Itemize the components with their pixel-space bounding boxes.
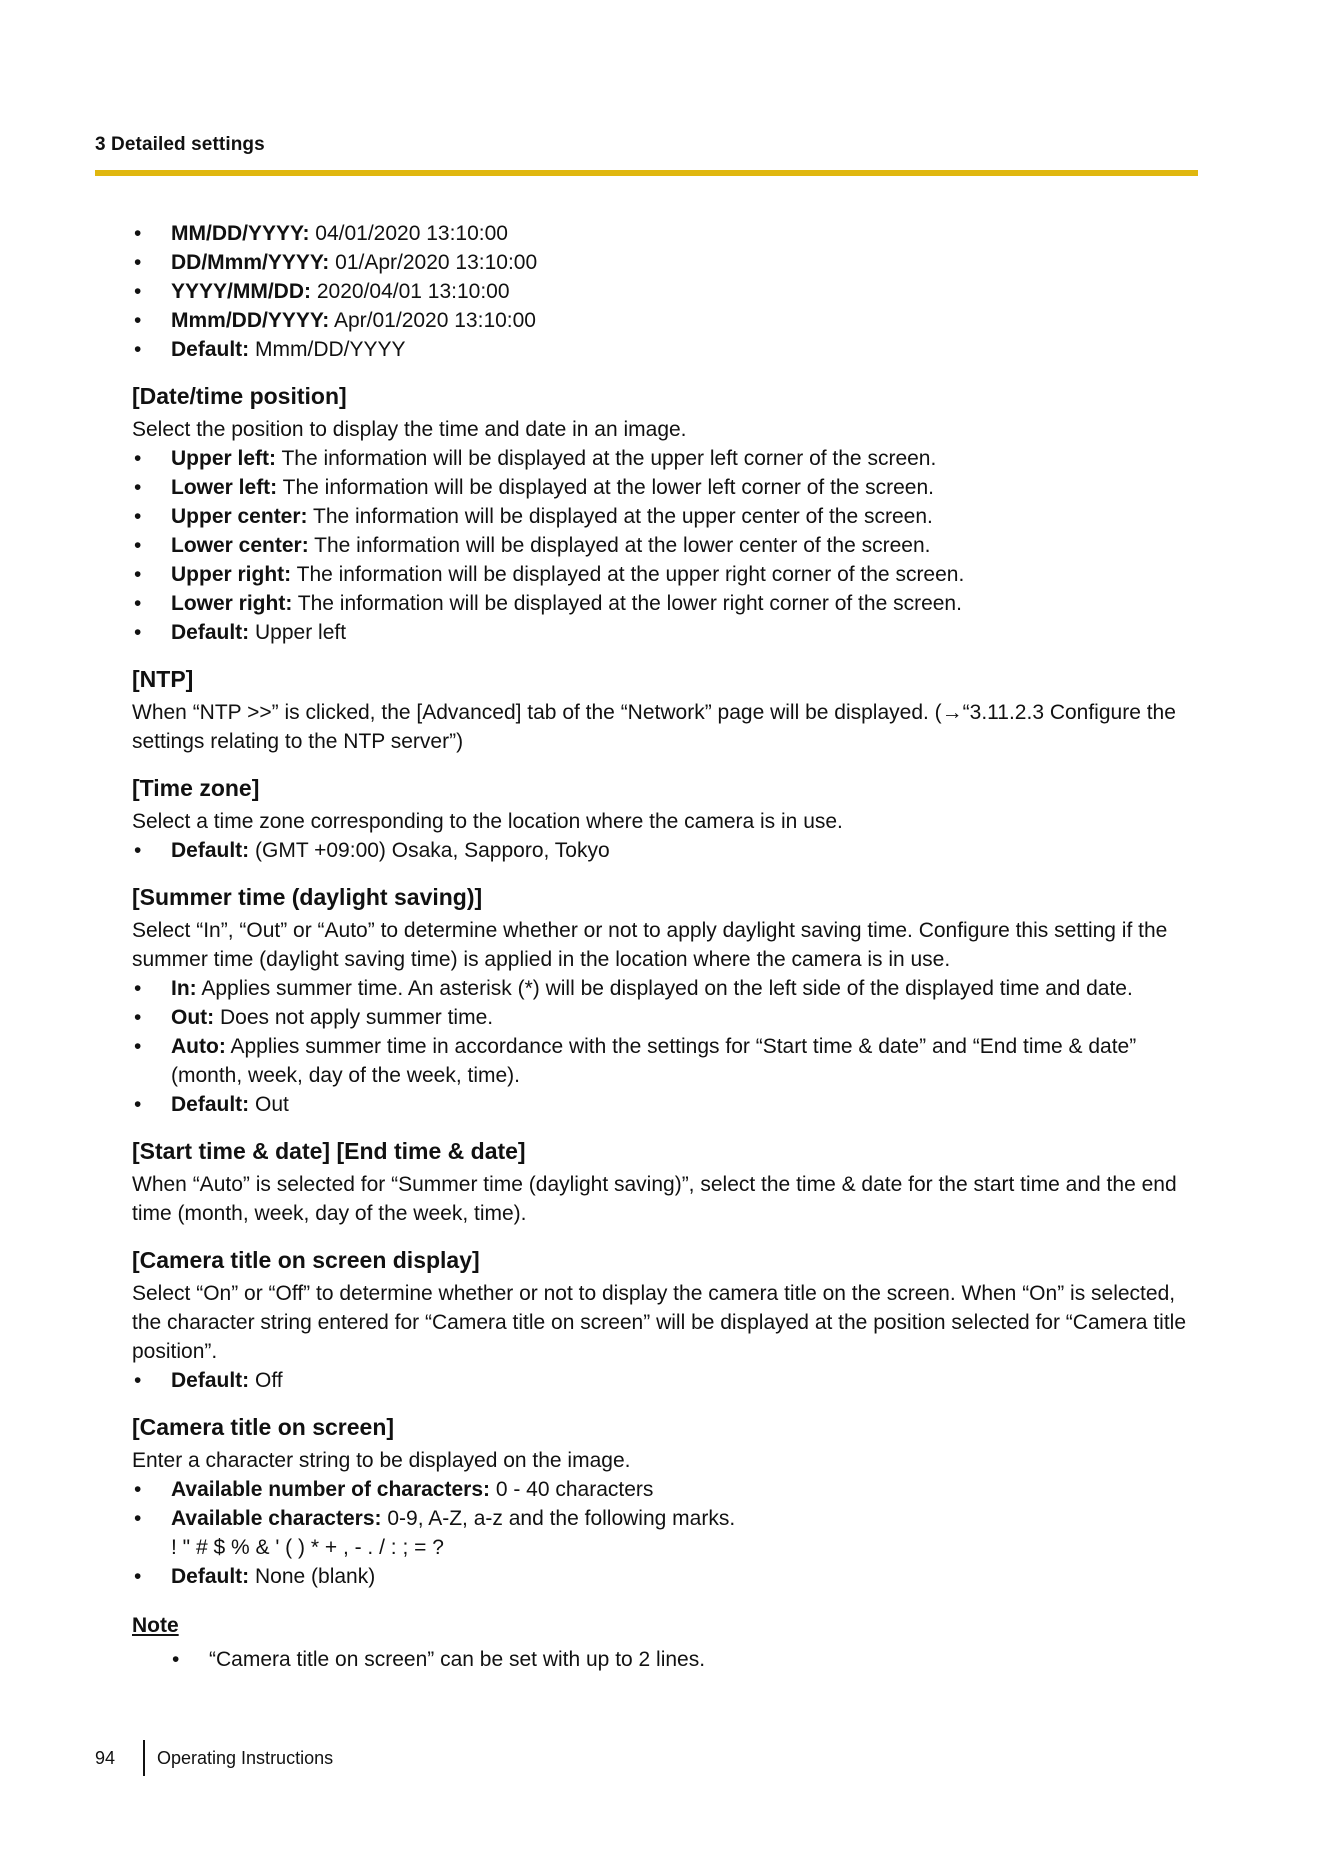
item-text: 2020/04/01 13:10:00 — [311, 280, 510, 303]
section-description: When “NTP >>” is clicked, the [Advanced] tab of the “Network” page will be displayed. (→“3.11.2.3 Configure the settings relating to the NTP server”) — [132, 701, 1176, 753]
list-item — [132, 1032, 1202, 1090]
item-label: Default: — [171, 1369, 250, 1392]
item-label: Available characters: — [171, 1507, 382, 1530]
item-text: 04/01/2020 13:10:00 — [309, 222, 508, 245]
item-text: The information will be displayed at the lower center of the screen. — [308, 534, 931, 557]
item-label: YYYY/MM/DD: — [171, 280, 312, 303]
section-description: Select the position to display the time and date in an image. — [132, 418, 687, 441]
item-label: Upper center: — [171, 505, 308, 528]
item-label: Lower right: — [171, 592, 293, 615]
item-label: Default: — [171, 621, 250, 644]
item-text: Upper left — [249, 621, 347, 644]
item-label: Lower center: — [171, 534, 309, 557]
list-item — [132, 248, 1202, 277]
section-title: [Time zone] — [132, 775, 260, 801]
item-text: Mmm/DD/YYYY — [249, 338, 406, 361]
item-text: Applies summer time. An asterisk (*) will be displayed on the left side of the displayed time and date. — [196, 977, 1133, 1000]
list-item: • “Camera title on screen” can be set with up to 2 lines. — [170, 1645, 1202, 1674]
item-label: DD/Mmm/YYYY: — [171, 251, 330, 274]
item-text: (GMT +09:00) Osaka, Sapporo, Tokyo — [249, 839, 610, 862]
section-description: When “Auto” is selected for “Summer time (daylight saving)”, select the time & date for the start time and the end time (month, week, day of the week, time). — [132, 1173, 1177, 1225]
list-item — [132, 1504, 1202, 1562]
time-zone-list — [132, 836, 1202, 865]
item-text: Apr/01/2020 13:10:00 — [329, 309, 536, 332]
list-item — [132, 306, 1202, 335]
section-camera-title — [132, 1412, 1202, 1591]
item-label: Available number of characters: — [171, 1478, 490, 1501]
section-description: Select “In”, “Out” or “Auto” to determine whether or not to apply daylight saving time. Configure this setting if the summer time (daylight saving time) is applied in the location where the camera is in use. — [132, 919, 1168, 971]
item-text: The information will be displayed at the lower left corner of the screen. — [277, 476, 934, 499]
item-text: 0-9, A-Z, a-z and the following marks. — [381, 1507, 736, 1530]
item-text: Out — [249, 1093, 289, 1116]
item-label: Default: — [171, 338, 250, 361]
item-text: The information will be displayed at the upper left corner of the screen. — [276, 447, 937, 470]
item-text: Applies summer time in accordance with the settings for “Start time & date” and “End time & date” (month, week, day of the week, time). — [171, 1035, 1137, 1087]
section-description: Select a time zone corresponding to the location where the camera is in use. — [132, 810, 843, 833]
page-content — [132, 219, 1202, 1674]
section-camera-title-display — [132, 1245, 1202, 1395]
item-label: Auto: — [171, 1035, 226, 1058]
item-text: 0 - 40 characters — [490, 1478, 654, 1501]
item-label: MM/DD/YYYY: — [171, 222, 310, 245]
section-title: [Camera title on screen display] — [132, 1247, 480, 1273]
camera-title-list — [132, 1475, 1202, 1591]
list-item — [132, 219, 1202, 248]
list-item — [132, 1562, 1202, 1591]
item-label: In: — [171, 977, 197, 1000]
summer-time-list — [132, 974, 1202, 1119]
item-label: Default: — [171, 1565, 250, 1588]
list-item — [132, 1003, 1202, 1032]
item-label: Upper right: — [171, 563, 292, 586]
list-item — [132, 277, 1202, 306]
position-list — [132, 444, 1202, 647]
section-description: Enter a character string to be displayed on the image. — [132, 1449, 631, 1472]
section-time-zone — [132, 773, 1202, 865]
list-item — [132, 974, 1202, 1003]
note-list — [170, 1645, 1202, 1674]
available-marks: ! " # $ % & ' ( ) * + , - . / : ; = ? — [171, 1536, 444, 1559]
item-text: 01/Apr/2020 13:10:00 — [329, 251, 538, 274]
item-label: Lower left: — [171, 476, 278, 499]
document-title: Operating Instructions — [157, 1747, 334, 1768]
item-text: The information will be displayed at the upper right corner of the screen. — [291, 563, 965, 586]
list-item — [132, 531, 1202, 560]
note-block — [132, 1611, 1202, 1674]
item-text: The information will be displayed at the upper center of the screen. — [307, 505, 933, 528]
section-datetime-position — [132, 381, 1202, 647]
item-label: Out: — [171, 1006, 215, 1029]
item-text: The information will be displayed at the lower right corner of the screen. — [292, 592, 962, 615]
camera-title-display-list — [132, 1366, 1202, 1395]
list-item — [132, 1366, 1202, 1395]
section-ntp — [132, 664, 1202, 756]
page-number: 94 — [95, 1747, 116, 1768]
list-item — [132, 560, 1202, 589]
section-title: [Camera title on screen] — [132, 1414, 395, 1440]
item-text: None (blank) — [249, 1565, 376, 1588]
note-title: Note — [132, 1614, 179, 1637]
item-label: Default: — [171, 839, 250, 862]
running-header: 3 Detailed settings — [95, 134, 265, 155]
item-text: Off — [249, 1369, 283, 1392]
list-item — [132, 618, 1202, 647]
list-item — [132, 444, 1202, 473]
footer-divider — [143, 1740, 145, 1776]
section-title: [Summer time (daylight saving)] — [132, 884, 483, 910]
section-title: [NTP] — [132, 666, 194, 692]
list-item — [132, 836, 1202, 865]
item-label: Upper left: — [171, 447, 276, 470]
section-start-end — [132, 1136, 1202, 1228]
item-label: Mmm/DD/YYYY: — [171, 309, 330, 332]
list-item — [132, 1090, 1202, 1119]
page-footer — [95, 1740, 333, 1776]
date-format-list — [132, 219, 1202, 364]
section-title: [Start time & date] [End time & date] — [132, 1138, 526, 1164]
list-item — [132, 589, 1202, 618]
section-summer-time — [132, 882, 1202, 1119]
header-rule — [95, 170, 1198, 176]
list-item — [132, 335, 1202, 364]
section-description: Select “On” or “Off” to determine whether or not to display the camera title on the screen. When “On” is selected, the character string entered for “Camera title on screen” will be displayed at the position selected for “Camera title position”. — [132, 1282, 1186, 1363]
item-text: Does not apply summer time. — [214, 1006, 494, 1029]
list-item — [132, 502, 1202, 531]
section-title: [Date/time position] — [132, 383, 347, 409]
list-item — [132, 1475, 1202, 1504]
list-item — [132, 473, 1202, 502]
item-label: Default: — [171, 1093, 250, 1116]
